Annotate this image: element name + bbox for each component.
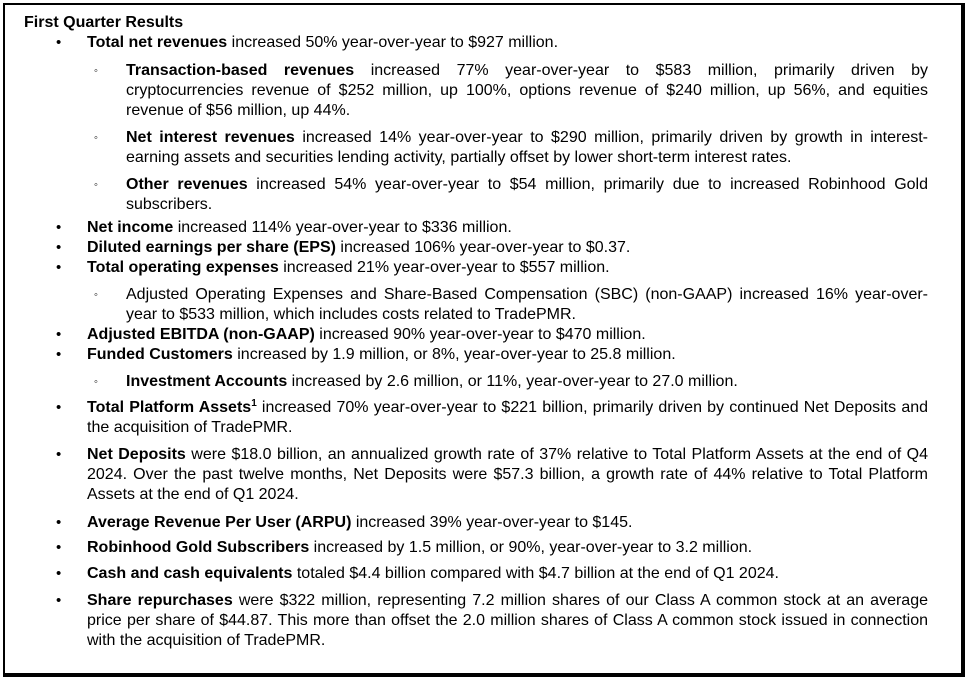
list-item — [24, 285, 928, 325]
list-item — [24, 128, 928, 168]
item-text: increased 77% year-over-year to $583 million, primarily driven by cryptocurrencies revenue of $252 million, up 100%, options revenue of $240 million, up 56%, and equities revenue of $56 million, up 44%. — [126, 62, 928, 119]
item-heading: Funded Customers — [87, 346, 233, 363]
list-item — [24, 175, 928, 215]
bullet-icon: • — [56, 239, 62, 256]
item-heading: Diluted earnings per share (EPS) — [87, 239, 336, 256]
list-item — [24, 258, 928, 278]
bullet-icon: • — [56, 514, 62, 531]
sub-bullet-icon: ◦ — [94, 132, 98, 144]
list-item — [24, 513, 928, 533]
item-heading: Average Revenue Per User (ARPU) — [87, 514, 352, 531]
list-item — [24, 398, 928, 438]
list-item — [24, 61, 928, 121]
list-item — [24, 372, 928, 392]
item-heading: Total Platform Assets — [87, 399, 252, 416]
item-heading: Share repurchases — [87, 592, 233, 609]
item-text: increased 106% year-over-year to $0.37. — [335, 239, 631, 256]
bullet-icon: • — [56, 539, 62, 556]
item-text: Adjusted Operating Expenses and Share-Based Compensation (SBC) (non-GAAP) increased 16% year-over-year to $533 million, which includes costs related to TradePMR. — [126, 286, 928, 323]
bullet-icon: • — [56, 34, 62, 51]
bullet-icon: • — [56, 259, 62, 276]
sub-bullet-icon: ◦ — [94, 179, 98, 191]
item-heading: Net interest revenues — [126, 129, 295, 146]
item-text: increased 50% year-over-year to $927 million. — [227, 34, 559, 51]
list-item — [24, 564, 928, 584]
list-item — [24, 538, 928, 558]
sub-bullet-icon: ◦ — [94, 376, 98, 388]
item-heading: Transaction-based revenues — [126, 62, 355, 79]
list-item — [24, 591, 928, 651]
bullet-icon: • — [56, 326, 62, 343]
item-text: increased by 2.6 million, or 11%, year-over-year to 27.0 million. — [287, 373, 738, 390]
item-text: were $322 million, representing 7.2 million shares of our Class A common stock at an average price per share of $44.87. This more than offset the 2.0 million shares of Class A common stock issued in connection with the acquisition of TradePMR. — [87, 592, 929, 649]
sub-bullet-icon: ◦ — [94, 289, 98, 301]
item-text: increased 14% year-over-year to $290 million, primarily driven by growth in interest-earning assets and securities lending activity, partially offset by lower short-term interest rates. — [126, 129, 929, 166]
bullet-icon: • — [56, 446, 62, 463]
item-heading: Total operating expenses — [87, 259, 279, 276]
item-heading: Investment Accounts — [126, 373, 288, 390]
item-text: increased 39% year-over-year to $145. — [351, 514, 633, 531]
sub-bullet-icon: ◦ — [94, 65, 98, 77]
item-text: were $18.0 billion, an annualized growth rate of 37% relative to Total Platform Assets at the end of Q4 2024. Over the past twelve months, Net Deposits were $57.3 billion, a growth rate of 44% relative to Total Platform Assets at the end of Q1 2024. — [87, 446, 929, 503]
list-item — [24, 238, 928, 258]
item-heading: Other revenues — [126, 176, 248, 193]
section-title: First Quarter Results — [24, 14, 184, 31]
bullet-icon: • — [56, 346, 62, 363]
bullet-icon: • — [56, 565, 62, 582]
results-document — [24, 13, 928, 651]
bullet-icon: • — [56, 219, 62, 236]
footnote-marker: 1 — [251, 398, 257, 409]
item-text: increased by 1.9 million, or 8%, year-over-year to 25.8 million. — [232, 346, 676, 363]
item-heading: Adjusted EBITDA (non-GAAP) — [87, 326, 315, 343]
item-text: increased 21% year-over-year to $557 million. — [278, 259, 610, 276]
item-text: totaled $4.4 billion compared with $4.7 billion at the end of Q1 2024. — [292, 565, 779, 582]
item-heading: Net income — [87, 219, 174, 236]
item-text: increased 70% year-over-year to $221 billion, primarily driven by continued Net Deposits and the acquisition of TradePMR. — [87, 399, 929, 436]
bullet-icon: • — [56, 399, 62, 416]
item-text: increased 90% year-over-year to $470 million. — [314, 326, 646, 343]
item-heading: Robinhood Gold Subscribers — [87, 539, 310, 556]
item-heading: Net Deposits — [87, 446, 186, 463]
list-item — [24, 218, 928, 238]
item-text: increased by 1.5 million, or 90%, year-over-year to 3.2 million. — [309, 539, 753, 556]
item-text: increased 54% year-over-year to $54 million, primarily due to increased Robinhood Gold subscribers. — [126, 176, 929, 213]
list-item — [24, 325, 928, 345]
item-heading: Total net revenues — [87, 34, 228, 51]
list-item — [24, 445, 928, 505]
list-item — [24, 33, 928, 53]
item-text: increased 114% year-over-year to $336 million. — [173, 219, 512, 236]
list-item — [24, 345, 928, 365]
item-heading: Cash and cash equivalents — [87, 565, 293, 582]
bullet-icon: • — [56, 592, 62, 609]
